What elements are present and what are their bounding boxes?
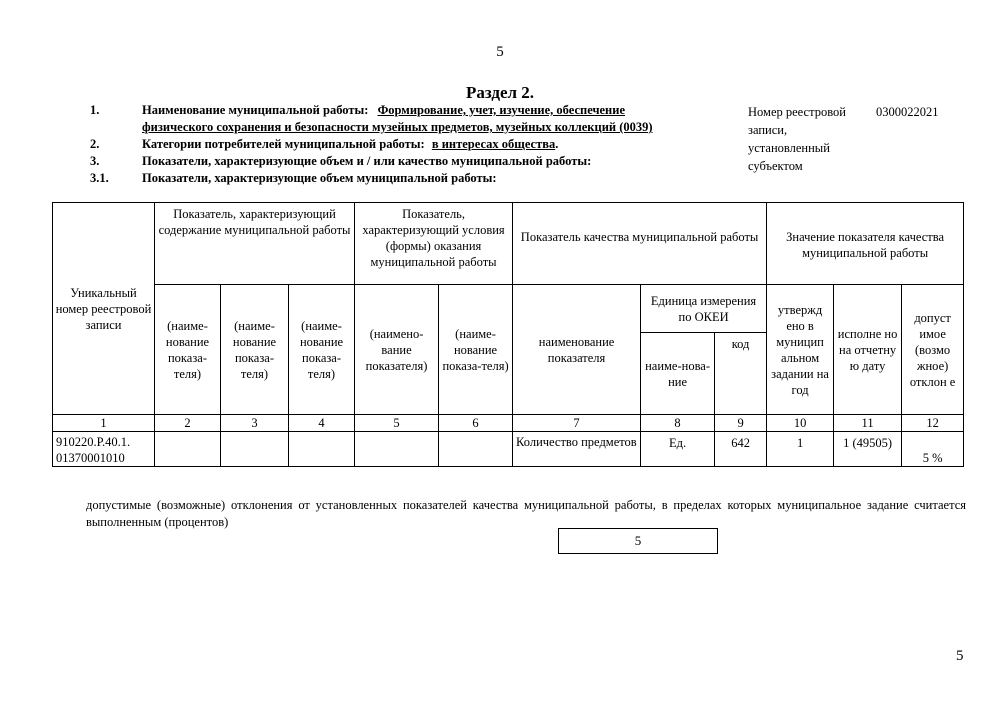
sub-header-col7: наименование показателя [513,285,641,415]
column-number: 2 [155,415,221,432]
column-number: 7 [513,415,641,432]
column-number: 9 [715,415,767,432]
consumer-category: в интересах общества [431,137,556,151]
registry-number [748,103,963,175]
item-text: Показатели, характеризующие объем и / или качество муниципальной работы: [142,154,592,168]
column-number: 4 [289,415,355,432]
work-name-line2: физического сохранения и безопасности музейных предметов, музейных коллекций (0039) [142,120,653,134]
column-number: 12 [902,415,964,432]
item-number: 3. [90,154,100,168]
sub-header-col8: наиме-нова-ние [641,333,715,415]
table-cell [221,432,289,467]
actual-value-cell: 1 (49505) [834,432,902,467]
table-cell [355,432,439,467]
table-row [53,432,964,467]
item-label: Категории потребителей муниципальной работы: [142,137,425,151]
unique-number-header: Уникальный номер реестровой записи [53,203,155,415]
column-number: 1 [53,415,155,432]
header-item-3-1 [90,170,740,187]
allowed-deviation-box: 5 [558,528,718,554]
indicator-name-cell: Количество предметов [513,432,641,467]
item-number: 2. [90,137,100,151]
table-cell [155,432,221,467]
item-number: 3.1. [90,171,109,185]
sub-header-col5: (наимено-вание показателя) [355,285,439,415]
sub-header-col11: исполне но на отчетну ю дату [834,285,902,415]
column-number: 3 [221,415,289,432]
column-number: 11 [834,415,902,432]
unit-name-cell: Ед. [641,432,715,467]
deviation-note: допустимые (возможные) отклонения от установленных показателей качества муниципальной работы, в пределах которых муниципальное задание считается выполненным (процентов) [86,498,966,529]
registry-line: субъектом [748,159,803,173]
header-item-1 [90,102,740,136]
conditions-indicator-header: Показатель, характеризующий условия (формы) оказания муниципальной работы [355,203,513,285]
section-title: Раздел 2. [465,83,535,102]
quality-indicator-header: Показатель качества муниципальной работы [513,203,767,285]
table-cell [439,432,513,467]
sub-header-col6: (наиме-нование показа-теля) [439,285,513,415]
header-item-2 [90,136,740,153]
table-cell [289,432,355,467]
registry-line: установленный [748,141,830,155]
work-name-line1: Формирование, учет, изучение, обеспечение [377,103,626,117]
column-number: 10 [767,415,834,432]
registry-record-cell: 910220.Р.40.1. 01370001010 [53,432,155,467]
item-label: Наименование муниципальной работы: [142,103,369,117]
column-number: 8 [641,415,715,432]
sub-header-col12: допуст имое (возмо жное) отклон е [902,285,964,415]
sub-header-col4: (наиме-нование показа-теля) [289,285,355,415]
item-suffix: . [555,137,559,151]
column-number: 6 [439,415,513,432]
column-number: 5 [355,415,439,432]
sub-header-col9: код [715,333,767,415]
sub-header-col3: (наиме-нование показа-теля) [221,285,289,415]
header-item-3 [90,153,740,170]
content-indicator-header: Показатель, характеризующий содержание муниципальной работы [155,203,355,285]
indicators-table [52,202,964,467]
registry-code: 0300022021 [876,105,939,119]
deviation-cell: 5 % [902,432,964,467]
approved-value-cell: 1 [767,432,834,467]
unit-code-cell: 642 [715,432,767,467]
registry-line: записи, [748,123,788,137]
page-number-bottom: 5 [956,648,964,664]
registry-line: Номер реестровой [748,105,846,119]
sub-header-col2: (наиме-нование показа-теля) [155,285,221,415]
sub-header-col10: утвержд ено в муницип альном задании на год [767,285,834,415]
quality-value-header: Значение показателя качества муниципальной работы [767,203,964,285]
unit-okei-header: Единица измерения по ОКЕИ [641,285,767,333]
item-number: 1. [90,103,100,117]
page-number-top: 5 [496,44,504,60]
item-text: Показатели, характеризующие объем муниципальной работы: [142,171,497,185]
